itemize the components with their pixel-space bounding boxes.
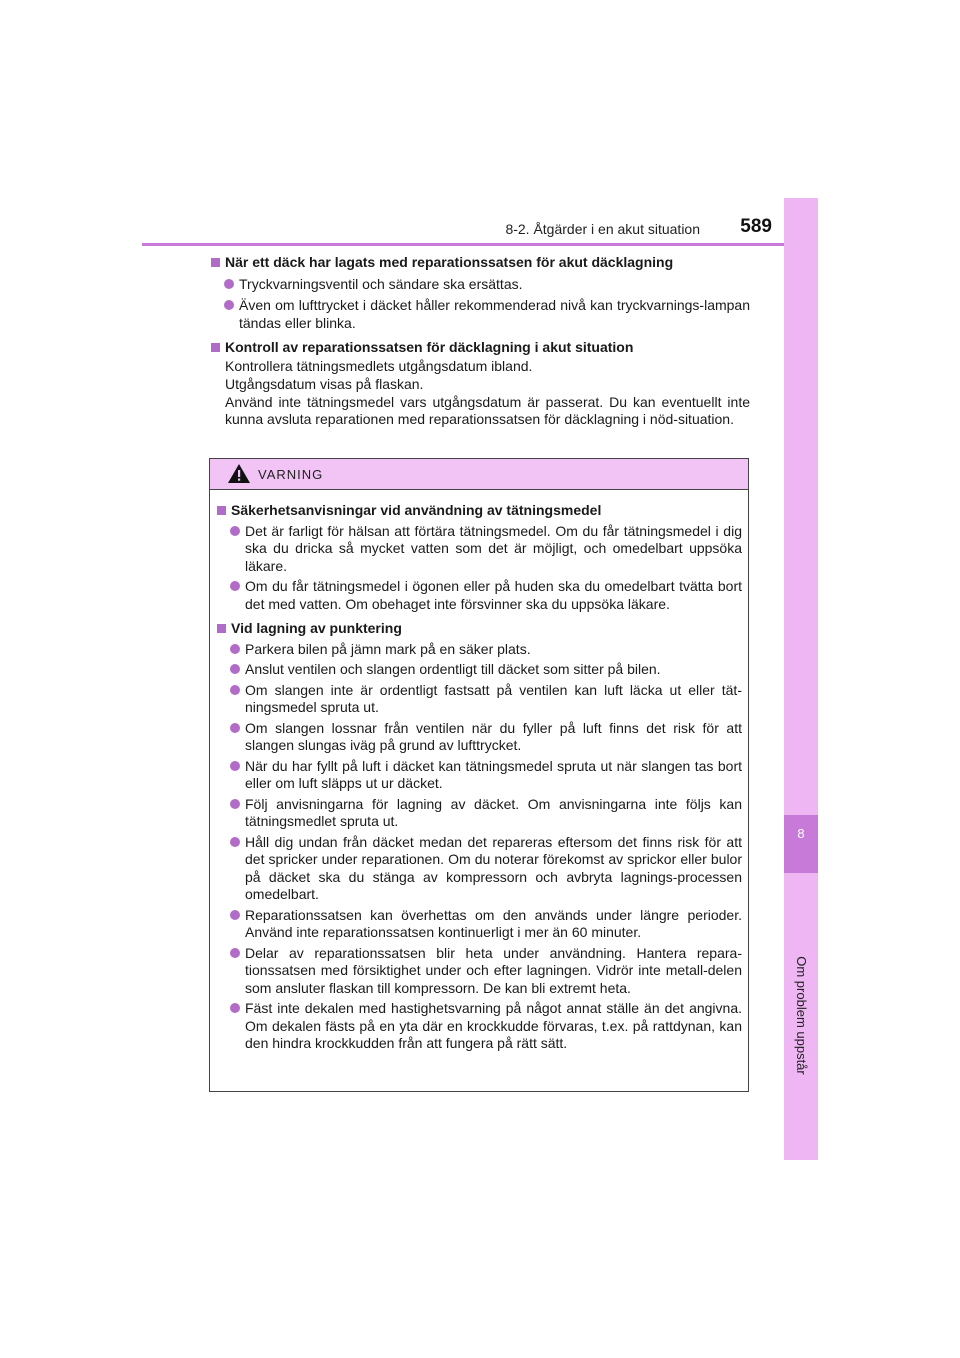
bullet-dot-icon (230, 526, 240, 536)
chapter-number: 8 (797, 826, 805, 841)
list-item: Anslut ventilen och slangen ordentligt till däcket som sitter på bilen. (216, 661, 742, 679)
bullet-dot-icon (230, 581, 240, 591)
bullet-dot-icon (230, 948, 240, 958)
main-content (210, 254, 750, 429)
paragraph-line: Kontrollera tätningsmedlets utgångsdatum ibland. (225, 357, 533, 374)
chapter-title (782, 955, 820, 1075)
header-divider (142, 243, 818, 246)
list-item: Håll dig undan från däcket medan det repareras eftersom det finns risk för att det spricker under reparationen. Om du noterar förekomst av sprickor eller bulor på däcket ska du stänga av kompressorn och avbryta lagnings-processen omedelbart. (216, 834, 742, 904)
list-item: Fäst inte dekalen med hastighetsvarning på något annat ställe än det angivna. Om dekalen fästs på en yta där en krockkudde förvaras, t.ex. på rattdynan, kan den hindra krockkudden från att fungera på rätt sätt. (216, 1000, 742, 1053)
warning-box (209, 458, 749, 1092)
section-heading-repaired-tire: När ett däck har lagats med reparationssatsen för akut däcklagning (210, 254, 750, 272)
bullet-dot-icon (230, 799, 240, 809)
bullet-dot-icon (224, 300, 234, 310)
square-bullet-icon (217, 624, 226, 633)
bullet-dot-icon (230, 761, 240, 771)
chapter-number-tab (784, 815, 818, 873)
list-item: Delar av reparationssatsen blir heta under användning. Hantera repara-tionssatsen med försiktighet under och efter lagningen. Vidrör inte metall-delen som ansluter flaskan till kompressorn. De kan bli extremt heta. (216, 945, 742, 998)
warning-heading-sealant-safety: Säkerhetsanvisningar vid användning av tätningsmedel (216, 502, 742, 520)
warning-heading-puncture-repair: Vid lagning av punktering (216, 620, 742, 638)
bullet-dot-icon (230, 837, 240, 847)
square-bullet-icon (211, 258, 220, 267)
bullet-dot-icon (230, 664, 240, 674)
bullet-dot-icon (230, 723, 240, 733)
warning-triangle-icon (228, 464, 250, 483)
section-title: 8-2. Åtgärder i en akut situation (505, 221, 700, 237)
bullet-dot-icon (230, 1003, 240, 1013)
warning-header (210, 459, 748, 490)
list-item: När du har fyllt på luft i däcket kan tätningsmedel spruta ut när slangen tas bort eller om luft släpps ut ur däcket. (216, 758, 742, 793)
list-item: Om slangen inte är ordentligt fastsatt på ventilen kan luft läcka ut eller tät-ningsmedel spruta ut. (216, 682, 742, 717)
paragraph-line: Använd inte tätningsmedel vars utgångsdatum är passerat. Du kan eventuellt inte kunna avsluta reparationen med reparationssatsen för däcklagning i nöd-situation. (225, 393, 750, 427)
bullet-dot-icon (230, 910, 240, 920)
list-item: Parkera bilen på jämn mark på en säker plats. (216, 641, 742, 659)
bullet-dot-icon (224, 279, 234, 289)
square-bullet-icon (217, 506, 226, 515)
warning-title: VARNING (258, 467, 324, 482)
list-item: Följ anvisningarna för lagning av däcket. Om anvisningarna inte följs kan tätningsmedlet spruta ut. (216, 796, 742, 831)
list-item: Det är farligt för hälsan att förtära tätningsmedel. Om du får tätningsmedel i dig ska du dricka så mycket vatten som det är möjligt, och omedelbart uppsöka läkare. (216, 523, 742, 576)
list-item: Om du får tätningsmedel i ögonen eller på huden ska du omedelbart tvätta bort det med vatten. Om obehaget inte försvinner ska du uppsöka läkare. (216, 578, 742, 613)
warning-content (210, 490, 748, 1053)
paragraph-line: Utgångsdatum visas på flaskan. (225, 376, 424, 392)
bullet-dot-icon (230, 644, 240, 654)
square-bullet-icon (211, 343, 220, 352)
bullet-dot-icon (230, 685, 240, 695)
list-item: Om slangen lossnar från ventilen när du fyller på luft finns det risk för att slangen slungas iväg på grund av lufttrycket. (216, 720, 742, 755)
section-heading-kit-check: Kontroll av reparationssatsen för däcklagning i akut situation (210, 339, 750, 357)
page-number: 589 (740, 216, 772, 237)
list-item: Även om lufttrycket i däcket håller rekommenderad nivå kan tryckvarnings-lampan tändas eller blinka. (210, 297, 750, 332)
chapter-title-text: Om problem uppstår (793, 955, 809, 1075)
list-item: Tryckvarningsventil och sändare ska ersättas. (210, 276, 750, 294)
list-item: Reparationssatsen kan överhettas om den används under längre perioder. Använd inte reparationssatsen kontinuerligt i mer än 60 minuter. (216, 907, 742, 942)
